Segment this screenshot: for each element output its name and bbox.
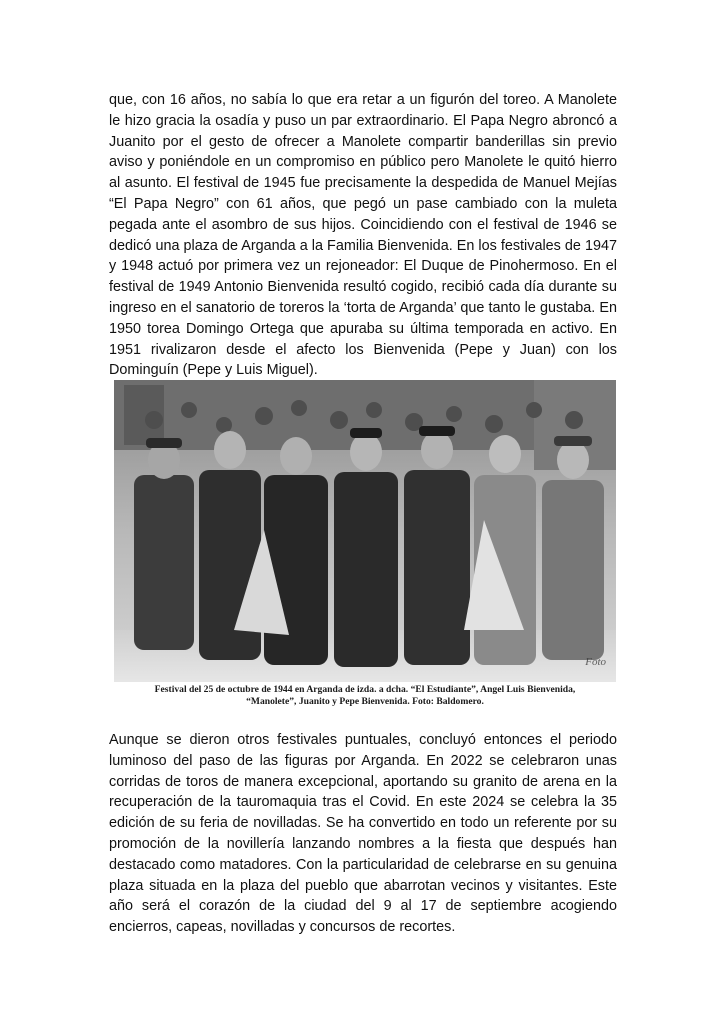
body-paragraph-2: Aunque se dieron otros festivales puntuales, concluyó entonces el periodo luminoso del paso de las figuras por Arganda. En 2022 se celebraron unas corridas de toros de manera excepcional, aportando su granito de arena en la recuperación de la tauromaquia tras el Covid. En este 2024 se celebra la 35 edición de su feria de novilladas. Se ha convertido en todo un referente por su promoción de la novillería lanzando nombres a la fiesta que después han destacado como matadores. Con la particularidad de celebrarse en su genuina plaza situada en la plaza del pueblo que abarrotan vecinos y visitantes. Este año será el corazón de la ciudad del 9 al 17 de septiembre acogiendo encierros, capeas, novilladas y concursos de recortes.	[109, 732, 617, 936]
caption-line-1: Festival del 25 de octubre de 1944 en Arganda de izda. a dcha. “El Estudiante”, Angel Luis Bienvenida,	[154, 684, 576, 695]
group-portrait-illustration	[114, 380, 616, 682]
body-paragraph-1: que, con 16 años, no sabía lo que era retar a un figurón del toreo. A Manolete le hizo gracia la osadía y puso un par extraordinario. El Papa Negro abroncó a Juanito por el gesto de ofrecer a Manolete compartir banderillas sin previo aviso y poniéndole en un compromiso en público pero Manolete le quitó hierro al asunto. El festival de 1945 fue precisamente la despedida de Manuel Mejías “El Papa Negro” con 61 años, que pegó un pase cambiado con la muleta pegada ante el asombro de sus hijos. Coincidiendo con el festival de 1946 se dedicó una plaza de Arganda a la Familia Bienvenida. En los festivales de 1947 y 1948 actuó por primera vez un rejoneador: El Duque de Pinohermoso. En el festival de 1949 Antonio Bienvenida resultó cogido, recibió cada día durante su ingreso en el sanatorio de toreros la ‘torta de Arganda’ que tanto le gustaba. En 1950 torea Domingo Ortega que apuraba su última temporada en activo. En 1951 rivalizaron desde el afecto los Bienvenida (Pepe y Juan) con los Dominguín (Pepe y Luis Miguel).	[109, 92, 617, 379]
photo-caption	[118, 684, 612, 708]
caption-line-2: “Manolete”, Juanito y Pepe Bienvenida. Foto: Baldomero.	[246, 696, 484, 707]
photo-signature: Foto	[585, 656, 606, 668]
historical-photo	[114, 380, 616, 682]
